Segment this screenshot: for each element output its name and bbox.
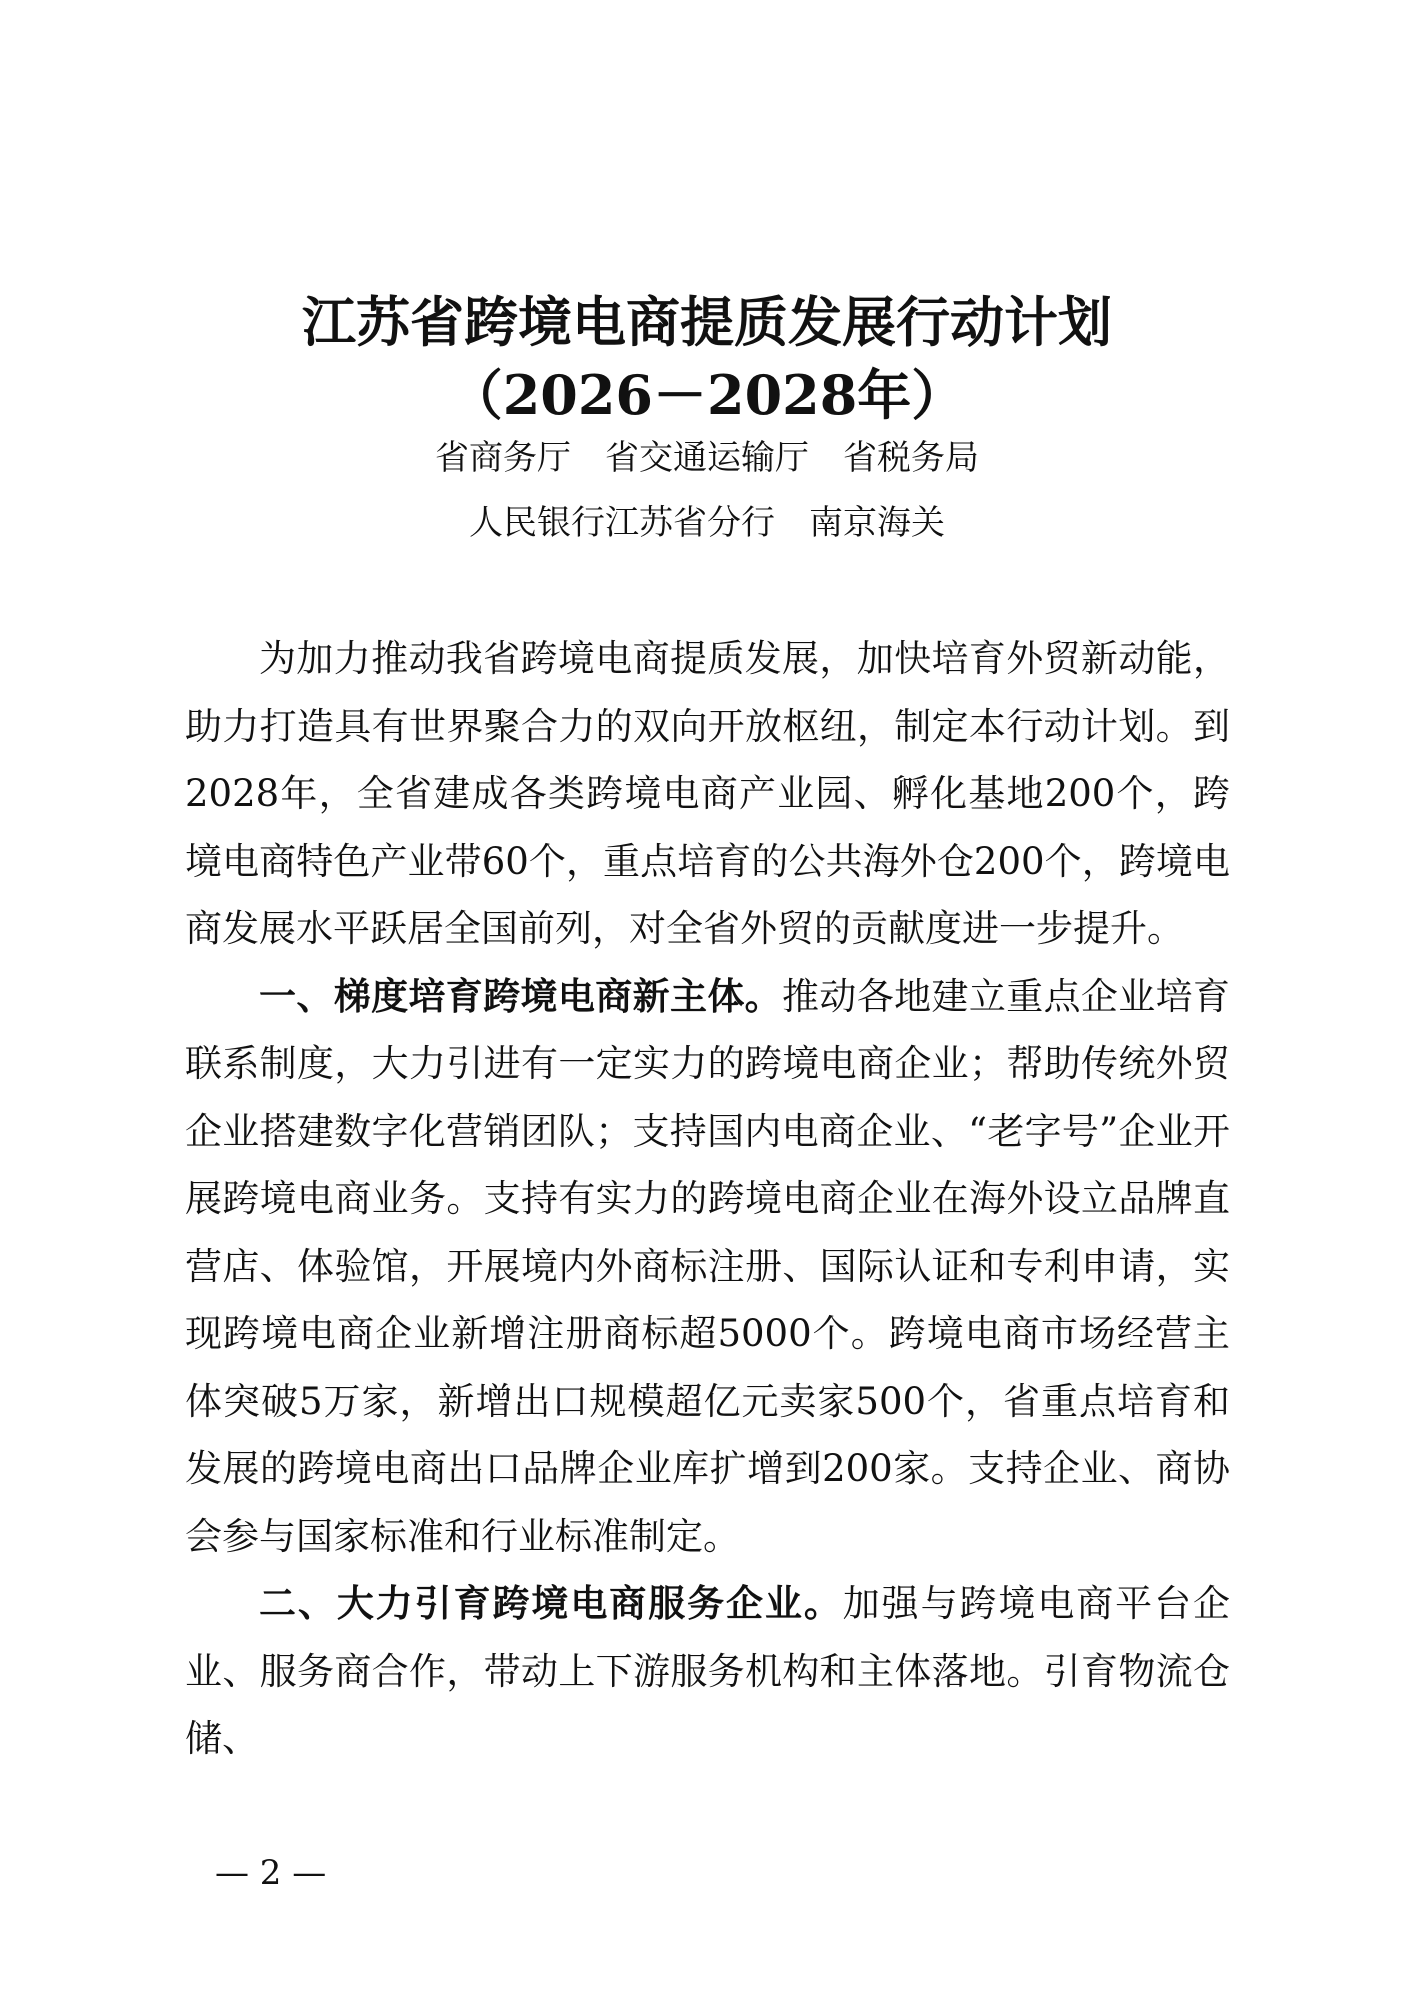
page-number: — 2 — xyxy=(215,1853,327,1893)
document-title: 江苏省跨境电商提质发展行动计划 xyxy=(302,290,1112,354)
section-heading-1: 一、梯度培育跨境电商新主体。 xyxy=(259,974,783,1018)
section-paragraph-2 xyxy=(185,1570,1230,1773)
document-body xyxy=(185,625,1230,1773)
intro-paragraph: 为加力推动我省跨境电商提质发展，加快培育外贸新动能，助力打造具有世界聚合力的双向开放枢纽，制定本行动计划。到2028年，全省建成各类跨境电商产业园、孵化基地200个，跨境电商特色产业带60个，重点培育的公共海外仓200个，跨境电商发展水平跃居全国前列，对全省外贸的贡献度进一步提升。 xyxy=(185,637,1230,950)
section-text-1: 推动各地建立重点企业培育联系制度，大力引进有一定实力的跨境电商企业；帮助传统外贸企业搭建数字化营销团队；支持国内电商企业、“老字号”企业开展跨境电商业务。支持有实力的跨境电商企业在海外设立品牌直营店、体验馆，开展境内外商标注册、国际认证和专利申请，实现跨境电商企业新增注册商标超5000个。跨境电商市场经营主体突破5万家，新增出口规模超亿元卖家500个，省重点培育和发展的跨境电商出口品牌企业库扩增到200家。支持企业、商协会参与国家标准和行业标准制定。 xyxy=(185,974,1231,1558)
issuing-departments-line-1: 省商务厅 省交通运输厅 省税务局 xyxy=(435,438,979,478)
issuing-departments-line-2: 人民银行江苏省分行 南京海关 xyxy=(469,503,945,543)
section-heading-2: 二、大力引育跨境电商服务企业。 xyxy=(259,1582,843,1625)
section-paragraph-1 xyxy=(185,963,1230,1571)
section-text-2: 加强与跨境电商平台企业、服务商合作，带动上下游服务机构和主体落地。引育物流仓储、 xyxy=(185,1582,1230,1760)
document-title-years: （2026－2028年） xyxy=(448,363,966,427)
